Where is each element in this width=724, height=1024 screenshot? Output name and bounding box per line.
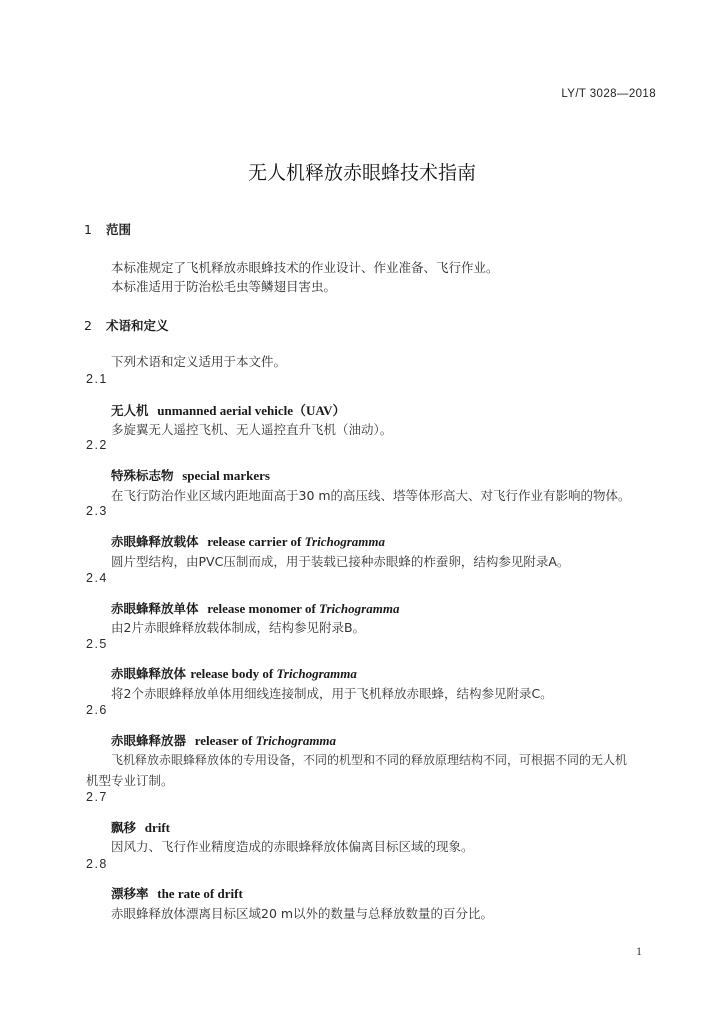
term-zh: 赤眼蜂释放单体 [111, 601, 199, 616]
term-zh: 飘移 [111, 820, 137, 835]
term-en: special markers [182, 468, 270, 483]
term-zh: 无人机 [111, 403, 149, 418]
term-heading [111, 731, 336, 749]
section-1-paragraph: 本标准规定了飞机释放赤眼蜂技术的作业设计、作业准备、飞行作业。 [111, 260, 499, 275]
term-definition: 将2个赤眼蜂释放单体用细线连接制成，用于飞机释放赤眼蜂，结构参见附录C。 [111, 686, 553, 701]
term-number: 2.7 [86, 790, 108, 804]
term-definition: 多旋翼无人遥控飞机、无人遥控直升飞机（油动）。 [111, 422, 393, 437]
term-number: 2.2 [86, 438, 108, 452]
term-en: the rate of drift [157, 886, 243, 901]
term-zh: 赤眼蜂释放器 [111, 733, 187, 748]
term-en: release monomer of Trichogramma [207, 601, 400, 616]
term-zh: 特殊标志物 [111, 468, 174, 483]
term-number: 2.5 [86, 637, 108, 651]
section-2-number: 2 [84, 318, 92, 333]
term-zh: 漂移率 [111, 886, 149, 901]
term-number: 2.4 [86, 571, 108, 585]
term-number: 2.6 [86, 703, 108, 717]
term-definition: 圆片型结构，由PVC压制而成，用于装载已接种赤眼蜂的柞蚕卵，结构参见附录A。 [111, 554, 570, 569]
term-number: 2.8 [86, 857, 108, 871]
term-en: release body of Trichogramma [190, 666, 357, 681]
term-definition: 在飞行防治作业区域内距地面高于30 m的高压线、塔等体形高大、对飞行作业有影响的物体。 [111, 488, 631, 503]
term-en: release carrier of Trichogramma [207, 534, 385, 549]
page-number: 1 [636, 944, 642, 958]
section-2-heading [84, 316, 169, 334]
term-heading [111, 818, 170, 836]
term-definition: 因风力、飞行作业精度造成的赤眼蜂释放体偏离目标区域的现象。 [111, 839, 474, 854]
term-en: releaser of Trichogramma [194, 733, 337, 748]
term-en: unmanned aerial vehicle（UAV） [157, 403, 346, 418]
section-1-title: 范围 [106, 222, 132, 237]
term-heading [111, 532, 385, 550]
term-number: 2.1 [86, 372, 108, 386]
term-heading [111, 599, 399, 617]
term-definition: 赤眼蜂释放体漂离目标区域20 m以外的数量与总释放数量的百分比。 [111, 906, 494, 921]
term-definition: 飞机释放赤眼蜂释放体的专用设备，不同的机型和不同的释放原理结构不同，可根据不同的无人机 [111, 753, 628, 767]
section-2-title: 术语和定义 [106, 318, 169, 333]
section-1-heading [84, 220, 131, 238]
document-title: 无人机释放赤眼蜂技术指南 [247, 162, 476, 184]
standard-code: LY/T 3028—2018 [561, 88, 656, 100]
term-zh: 赤眼蜂释放体 [111, 666, 187, 681]
term-heading [111, 884, 243, 902]
term-zh: 赤眼蜂释放载体 [111, 534, 199, 549]
section-1-paragraph: 本标准适用于防治松毛虫等鳞翅目害虫。 [111, 279, 337, 294]
term-heading [111, 664, 357, 682]
term-heading [111, 466, 270, 484]
term-heading [111, 400, 346, 419]
term-en: drift [144, 820, 171, 835]
term-definition: 由2片赤眼蜂释放载体制成，结构参见附录B。 [111, 620, 366, 635]
term-definition-continued: 机型专业订制。 [86, 773, 174, 788]
term-number: 2.3 [86, 504, 108, 518]
section-2-intro: 下列术语和定义适用于本文件。 [111, 354, 287, 369]
section-1-number: 1 [84, 222, 92, 237]
